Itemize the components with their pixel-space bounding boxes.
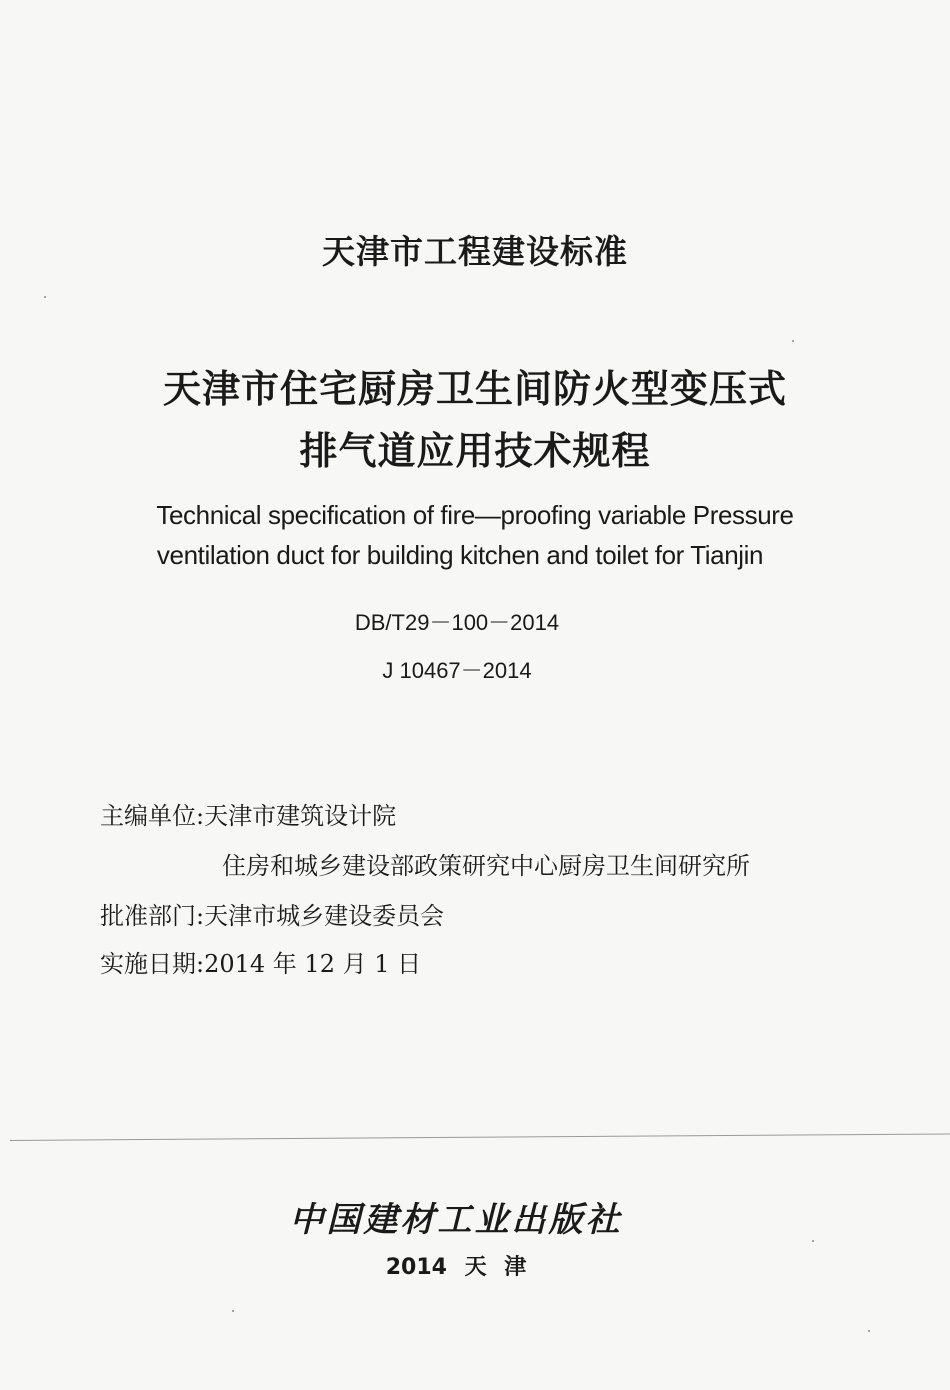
english-title-line-1: Technical specification of fire—proofing variable Pressure [156, 500, 794, 530]
document-title-line-1: 天津市住宅厨房卫生间防火型变压式 [162, 367, 787, 411]
standard-series: 天津市工程建设标准 [322, 232, 628, 271]
approving-department: 批准部门:天津市城乡建设委员会 [100, 902, 445, 930]
english-title-line-2: ventilation duct for building kitchen and toilet for Tianjin [156, 540, 764, 570]
publisher-name: 中国建材工业出版社 [289, 1200, 623, 1240]
divider-line [10, 1133, 950, 1141]
scan-speck [792, 340, 794, 342]
chief-editor-unit: 主编单位:天津市建筑设计院 [100, 802, 397, 830]
standard-code: DB/T29－100－2014 [354, 610, 560, 635]
record-code: J 10467－2014 [382, 658, 532, 683]
scan-speck [232, 1310, 234, 1312]
publication-year-place: 2014 天 津 [385, 1255, 527, 1280]
scan-speck [44, 296, 46, 298]
document-title-line-2: 排气道应用技术规程 [299, 429, 651, 473]
effective-date: 实施日期:2014 年 12 月 1 日 [100, 950, 422, 978]
scan-speck [868, 1330, 870, 1332]
chief-editor-unit-2: 住房和城乡建设部政策研究中心厨房卫生间研究所 [222, 852, 750, 880]
scan-speck [812, 1240, 814, 1242]
